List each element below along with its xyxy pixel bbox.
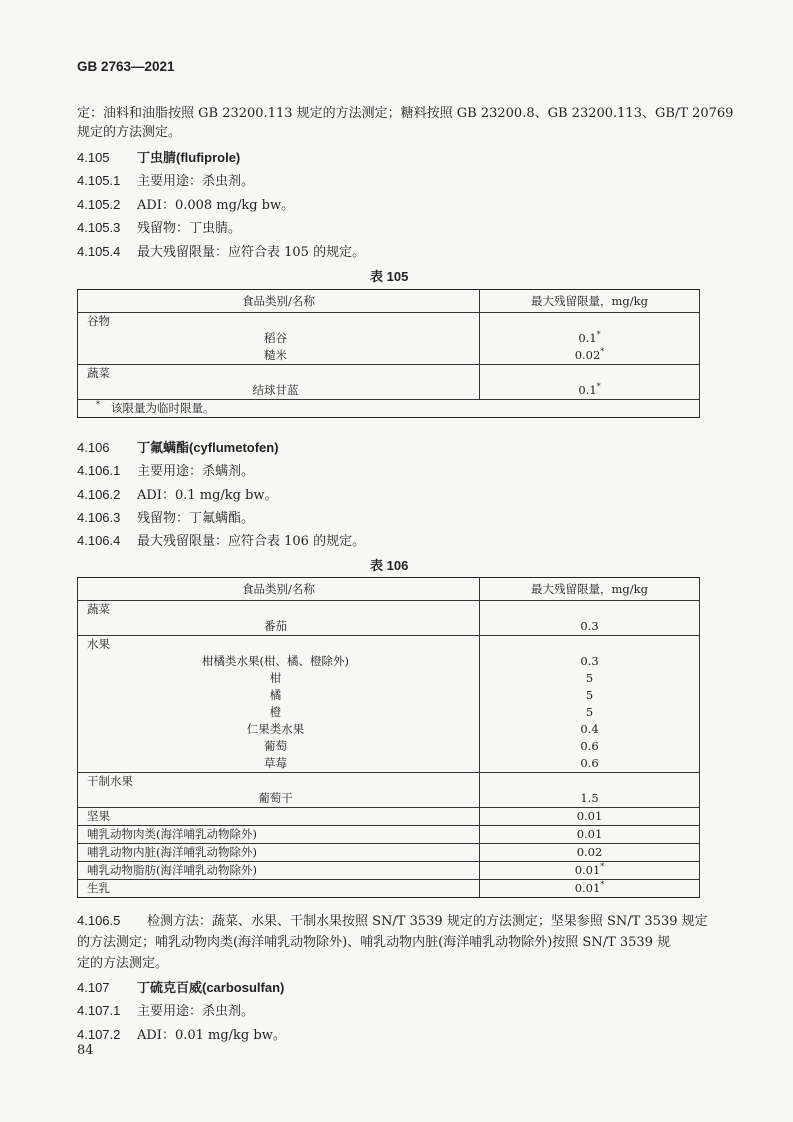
table-row	[78, 601, 700, 619]
food-category: 蔬菜	[78, 601, 480, 619]
food-category: 哺乳动物肉类(海洋哺乳动物除外)	[78, 826, 480, 844]
table-row	[78, 721, 700, 738]
intro-line-2: 规定的方法测定。	[77, 125, 182, 140]
table-105	[77, 289, 700, 418]
column-header-mrl: 最大残留限量，mg/kg	[480, 290, 700, 313]
clause-text: 最大残留限量：应符合表 106 的规定。	[137, 534, 366, 549]
table-row	[78, 618, 700, 636]
mrl-value: 0.6	[480, 755, 700, 773]
table-row	[78, 330, 700, 347]
food-category: 哺乳动物脂肪(海洋哺乳动物除外)	[78, 862, 480, 880]
clause-4-105-1	[77, 170, 254, 189]
clause-number: 4.105.2	[77, 197, 121, 212]
food-category: 水果	[78, 636, 480, 654]
clause-number: 4.105.1	[77, 173, 121, 188]
table-row	[78, 313, 700, 331]
table-106	[77, 577, 700, 898]
clause-4-107-2	[77, 1024, 286, 1043]
clause-number: 4.106.1	[77, 463, 121, 478]
table-106-caption: 表 106	[370, 558, 409, 573]
table-row	[78, 738, 700, 755]
food-name: 葡萄	[78, 738, 480, 755]
section-number: 4.106	[77, 440, 110, 455]
clause-number: 4.105.3	[77, 220, 121, 235]
mrl-value: 0.3	[480, 653, 700, 670]
section-4-106-heading	[77, 437, 279, 456]
section-4-107-heading	[77, 977, 284, 996]
table-row	[78, 808, 700, 826]
table-row	[78, 365, 700, 383]
food-category: 哺乳动物内脏(海洋哺乳动物除外)	[78, 844, 480, 862]
clause-number: 4.105.4	[77, 244, 121, 259]
mrl-value: 0.1*	[480, 330, 700, 347]
food-name: 结球甘蓝	[78, 382, 480, 400]
mrl-value: 0.01	[480, 826, 700, 844]
section-title: 丁虫腈(flufiprole)	[137, 150, 241, 165]
section-4-105-heading	[77, 147, 240, 166]
table-row	[78, 382, 700, 400]
column-header-food: 食品类别/名称	[78, 578, 480, 601]
food-category: 蔬菜	[78, 365, 480, 383]
table-row	[78, 826, 700, 844]
clause-4-106-5-line-1	[77, 910, 708, 929]
clause-text: 残留物：丁氟螨酯。	[137, 511, 255, 526]
clause-4-106-5-line-3: 定的方法测定。	[77, 956, 169, 971]
section-title: 丁硫克百威(carbosulfan)	[137, 980, 285, 995]
mrl-value: 5	[480, 704, 700, 721]
standard-header: GB 2763—2021	[77, 59, 175, 74]
table-header-row	[78, 290, 700, 313]
table-note-row	[78, 400, 700, 418]
table-row	[78, 704, 700, 721]
mrl-value: 5	[480, 670, 700, 687]
clause-number: 4.107.2	[77, 1027, 121, 1042]
table-row	[78, 653, 700, 670]
page-number: 84	[77, 1043, 94, 1058]
column-header-mrl: 最大残留限量，mg/kg	[480, 578, 700, 601]
clause-4-106-4	[77, 530, 365, 549]
food-name: 柑橘类水果(柑、橘、橙除外)	[78, 653, 480, 670]
table-105-caption: 表 105	[370, 269, 409, 284]
clause-4-105-4	[77, 241, 365, 260]
food-category: 谷物	[78, 313, 480, 331]
table-row	[78, 687, 700, 704]
section-number: 4.105	[77, 150, 110, 165]
clause-text: 检测方法：蔬菜、水果、干制水果按照 SN/T 3539 规定的方法测定；坚果参照 SN/T 3539 规定	[147, 914, 708, 929]
food-name: 糙米	[78, 347, 480, 365]
food-name: 橙	[78, 704, 480, 721]
mrl-value: 0.01*	[480, 862, 700, 880]
clause-4-105-3	[77, 217, 241, 236]
table-row	[78, 670, 700, 687]
clause-text: ADI：0.1 mg/kg bw。	[137, 488, 278, 503]
food-name: 番茄	[78, 618, 480, 636]
food-name: 柑	[78, 670, 480, 687]
table-row	[78, 862, 700, 880]
mrl-value: 1.5	[480, 790, 700, 808]
section-title: 丁氟螨酯(cyflumetofen)	[137, 440, 279, 455]
table-row	[78, 790, 700, 808]
mrl-value: 0.1*	[480, 382, 700, 400]
clause-4-105-2	[77, 194, 294, 213]
mrl-value: 0.6	[480, 738, 700, 755]
mrl-value: 5	[480, 687, 700, 704]
food-name: 草莓	[78, 755, 480, 773]
mrl-value: 0.3	[480, 618, 700, 636]
food-name: 稻谷	[78, 330, 480, 347]
clause-4-106-2	[77, 484, 278, 503]
clause-4-106-1	[77, 460, 254, 479]
food-category: 干制水果	[78, 773, 480, 791]
clause-text: 残留物：丁虫腈。	[137, 221, 242, 236]
food-category: 生乳	[78, 880, 480, 898]
mrl-value: 0.02*	[480, 347, 700, 365]
food-name: 仁果类水果	[78, 721, 480, 738]
clause-number: 4.106.2	[77, 487, 121, 502]
clause-text: 主要用途：杀虫剂。	[137, 174, 255, 189]
mrl-value: 0.02	[480, 844, 700, 862]
table-row	[78, 880, 700, 898]
clause-number: 4.106.3	[77, 510, 121, 525]
clause-number: 4.106.4	[77, 533, 121, 548]
food-name: 葡萄干	[78, 790, 480, 808]
mrl-value: 0.01*	[480, 880, 700, 898]
column-header-food: 食品类别/名称	[78, 290, 480, 313]
food-category: 坚果	[78, 808, 480, 826]
table-row	[78, 347, 700, 365]
clause-number: 4.106.5	[77, 913, 121, 928]
clause-4-106-5-line-2: 的方法测定；哺乳动物肉类(海洋哺乳动物除外)、哺乳动物内脏(海洋哺乳动物除外)按照 SN/T 3539 规	[77, 935, 671, 950]
clause-text: 主要用途：杀螨剂。	[137, 464, 255, 479]
clause-text: 最大残留限量：应符合表 105 的规定。	[137, 245, 366, 260]
table-row	[78, 755, 700, 773]
food-name: 橘	[78, 687, 480, 704]
clause-4-106-3	[77, 507, 254, 526]
clause-4-107-1	[77, 1000, 254, 1019]
clause-text: ADI：0.008 mg/kg bw。	[137, 198, 295, 213]
table-row	[78, 636, 700, 654]
section-number: 4.107	[77, 980, 110, 995]
table-row	[78, 773, 700, 791]
mrl-value: 0.4	[480, 721, 700, 738]
clause-text: 主要用途：杀虫剂。	[137, 1004, 255, 1019]
intro-line-1: 定：油料和油脂按照 GB 23200.113 规定的方法测定；糖料按照 GB 23200.8、GB 23200.113、GB/T 20769	[77, 106, 734, 121]
table-row	[78, 844, 700, 862]
clause-number: 4.107.1	[77, 1003, 121, 1018]
clause-text: ADI：0.01 mg/kg bw。	[137, 1028, 286, 1043]
table-header-row	[78, 578, 700, 601]
table-note: * 该限量为临时限量。	[78, 400, 700, 418]
mrl-value: 0.01	[480, 808, 700, 826]
